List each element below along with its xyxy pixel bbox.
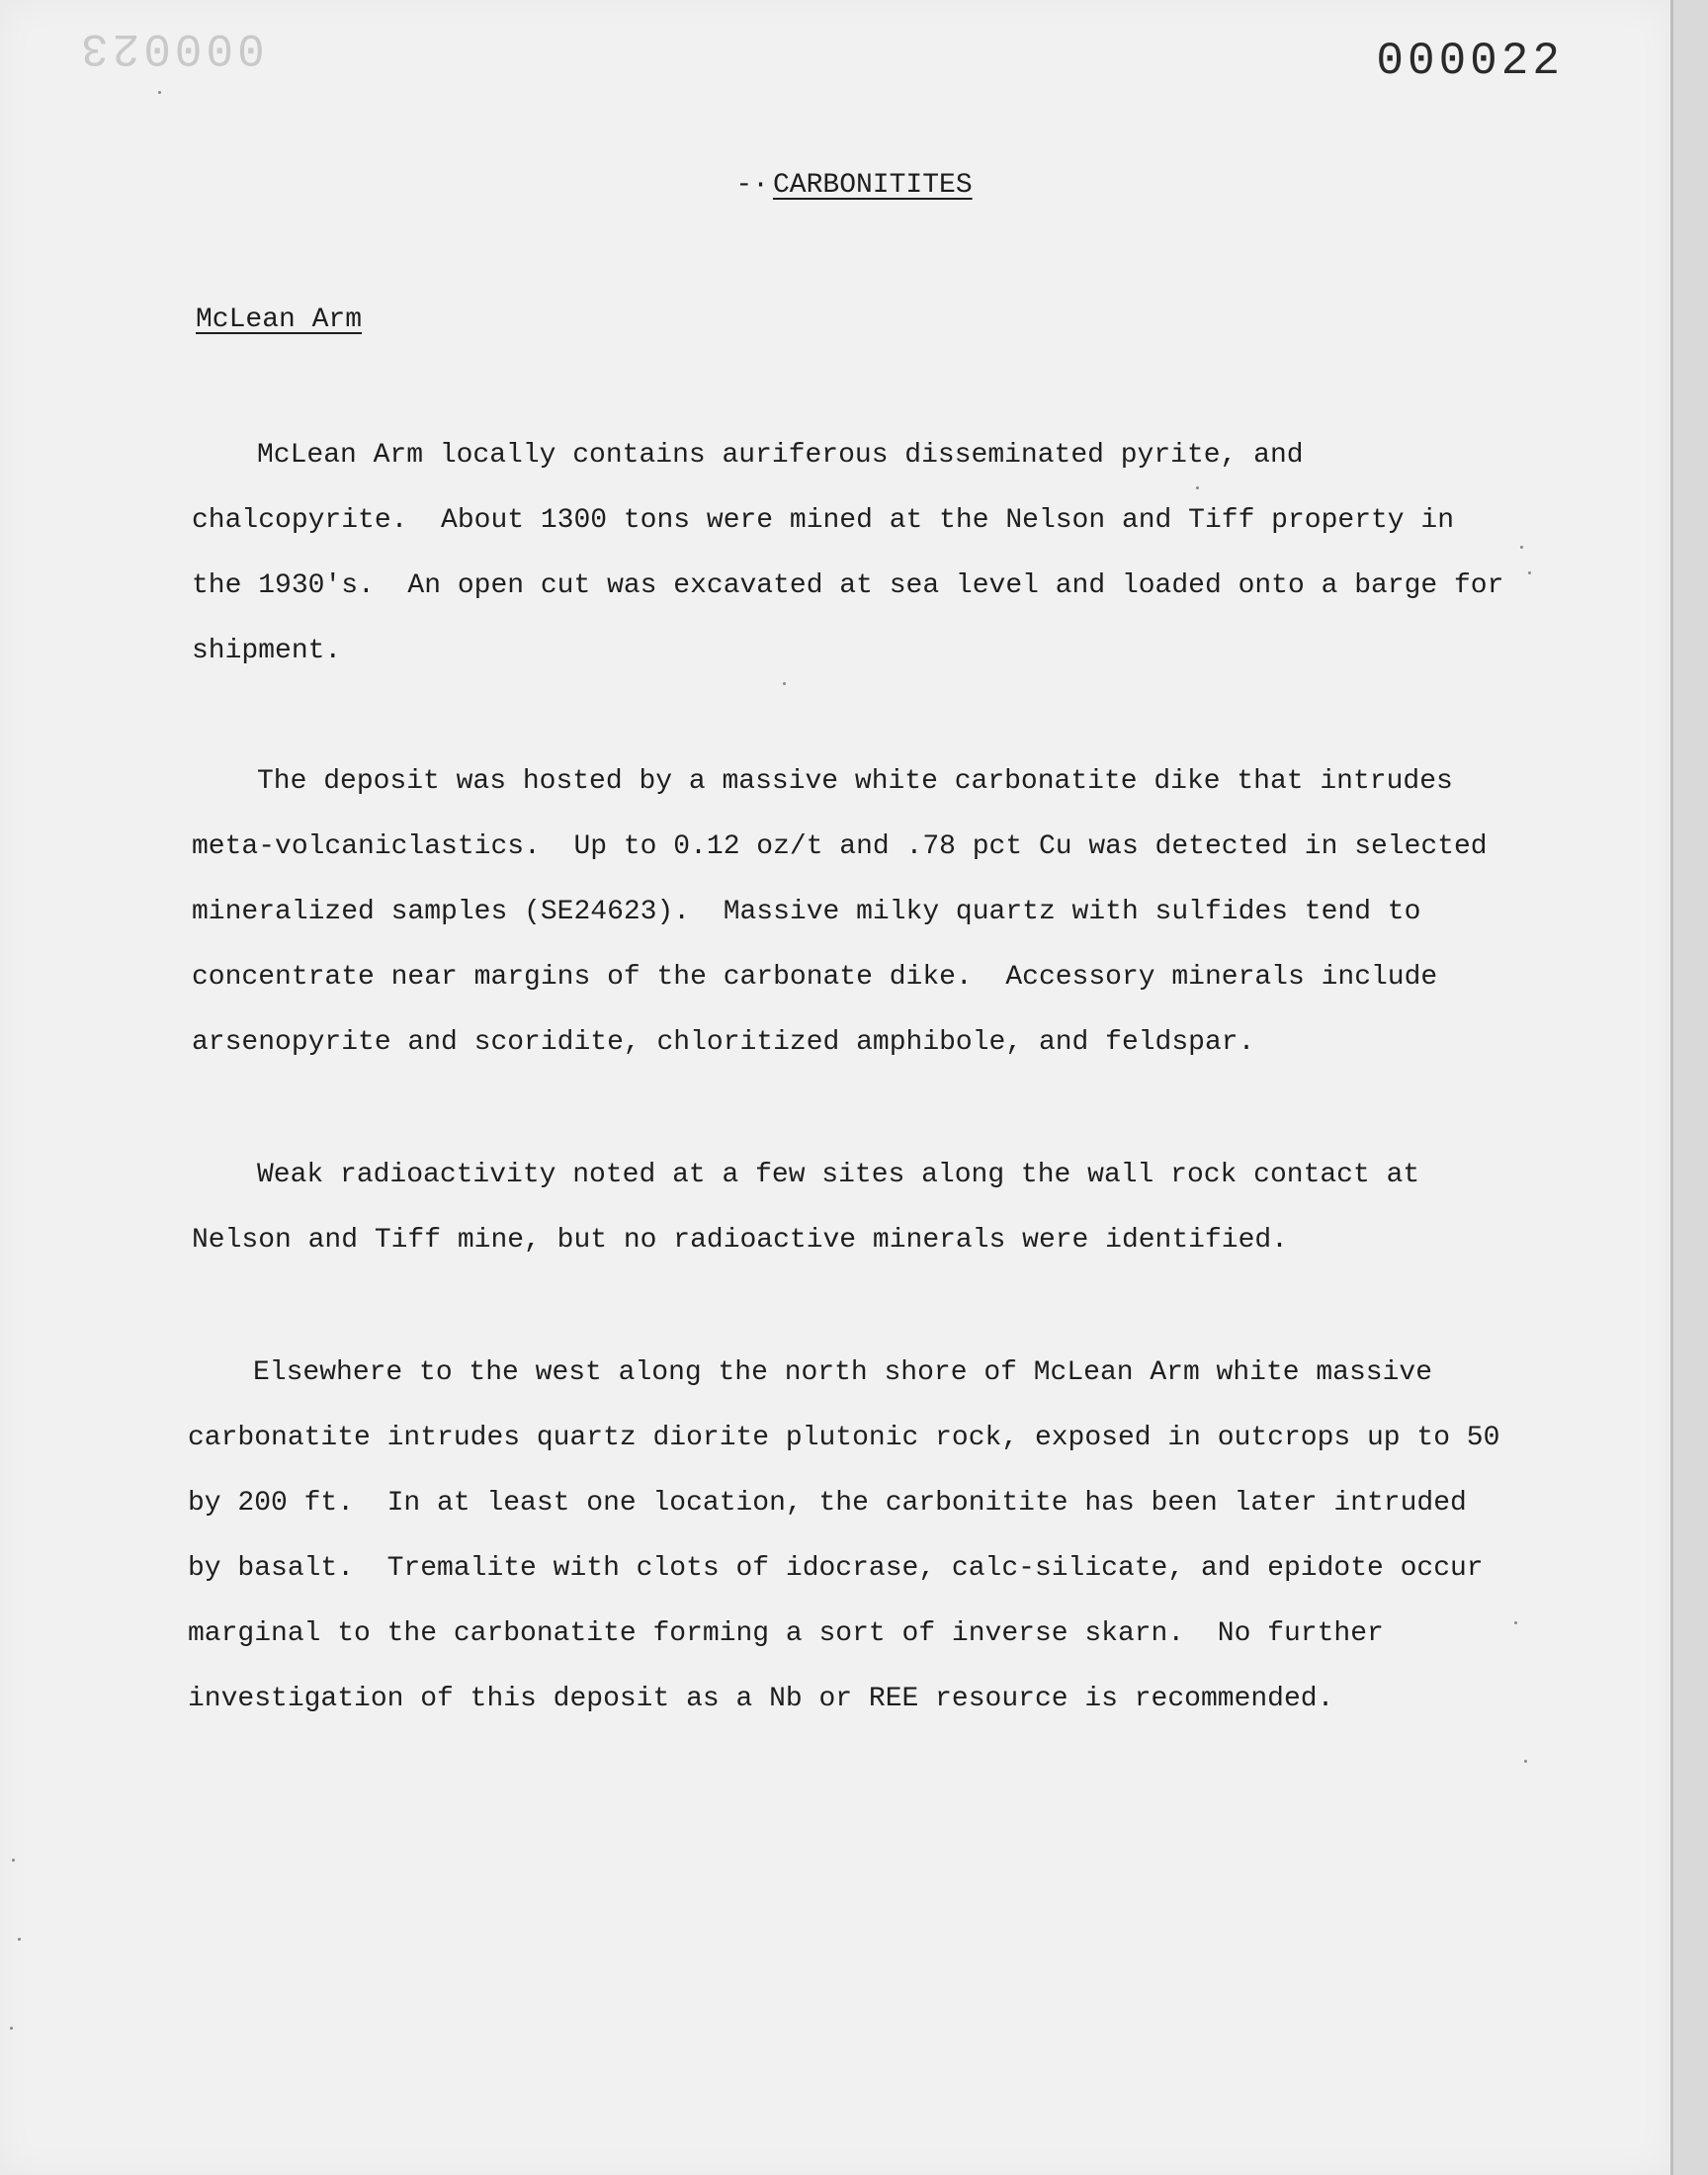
scan-speck xyxy=(1528,571,1531,574)
paragraph-2: The deposit was hosted by a massive white carbonatite dike that intrudes meta-volcaniclastics. Up to 0.12 oz/t and .78 pct Cu was detected in selected mineralized samples (SE24623). Massive milky quartz with sulfides tend to concentrate near margins of the carbonate dike. Accessory minerals include arsenopyrite and scoridite, chloritized amphibole, and feldspar. xyxy=(192,766,1504,1058)
scan-speck xyxy=(1196,486,1199,489)
scan-speck xyxy=(783,682,786,685)
scan-speck xyxy=(158,91,161,94)
paragraph-1: McLean Arm locally contains auriferous disseminated pyrite, and chalcopyrite. About 1300 tons were mined at the Nelson and Tiff property in the 1930's. An open cut was excavated at sea level and loaded onto a barge for shipment. xyxy=(192,440,1521,666)
bleed-through-page-number: 000023 xyxy=(77,22,265,73)
title-block xyxy=(0,170,1708,201)
scan-speck xyxy=(18,1938,21,1941)
scan-speck xyxy=(12,1859,15,1862)
paragraph-4: Elsewhere to the west along the north shore of McLean Arm white massive carbonatite intrudes quartz diorite plutonic rock, exposed in outcrops up to 50 by 200 ft. In at least one location, the carbonitite has been later intruded by basalt. Tremalite with clots of idocrase, calc-silicate, and epidote occur marginal to the carbonatite forming a sort of inverse skarn. No further investigation of this deposit as a Nb or REE resource is recommended. xyxy=(188,1357,1517,1714)
title-prefix-mark: -· xyxy=(735,170,769,201)
scan-speck xyxy=(1514,1621,1517,1624)
scan-speck xyxy=(1520,546,1523,549)
section-heading: McLean Arm xyxy=(196,304,363,335)
page-number: 000022 xyxy=(1376,36,1564,87)
page-title: CARBONITITES xyxy=(772,170,973,201)
scan-speck xyxy=(10,2027,13,2030)
paragraph-3: Weak radioactivity noted at a few sites along the wall rock contact at Nelson and Tiff mine, but no radioactive minerals were identified. xyxy=(192,1160,1437,1256)
scan-speck xyxy=(1524,1760,1527,1763)
